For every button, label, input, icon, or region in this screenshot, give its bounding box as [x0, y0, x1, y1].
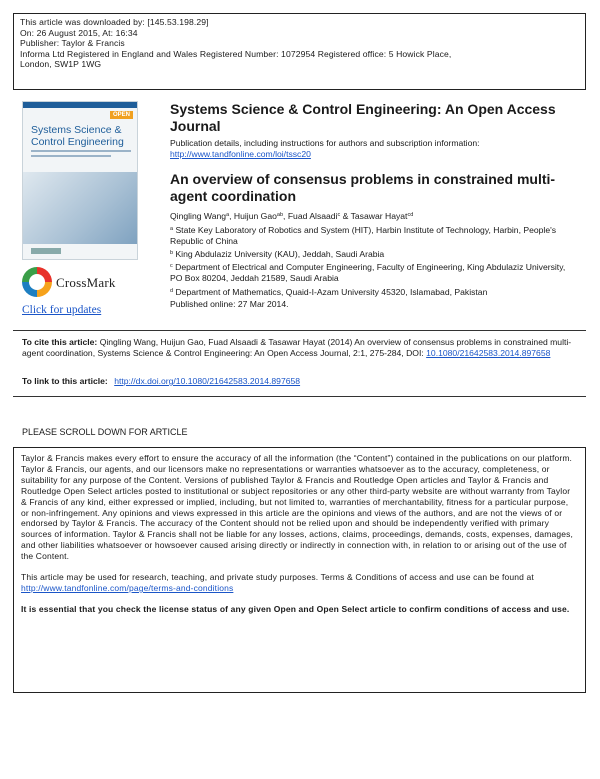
terms-link[interactable]: http://www.tandfonline.com/page/terms-and-conditions — [21, 582, 234, 593]
citation-text: Qingling Wang, Huijun Gao, Fuad Alsaadi & Tasawar Hayat (2014) An overview of consensus problems in constrained multi-agent coordination, Systems Science & Control Engineering: An Open Access Journal, 2:1, 275-284, DOI: — [22, 337, 572, 358]
registration-line: Informa Ltd Registered in England and Wales Registered Number: 1072954 Registered office: 5 Howick Place, — [20, 48, 452, 59]
crossmark-label: CrossMark — [56, 275, 116, 290]
cover-subtitle-line — [31, 150, 131, 152]
disclaimer-box — [13, 447, 586, 693]
click-for-updates-link[interactable]: Click for updates — [22, 304, 102, 316]
crossmark-badge[interactable] — [22, 267, 140, 301]
doi-link[interactable]: 10.1080/21642583.2014.897658 — [426, 347, 551, 358]
author-affiliation-mark: a — [226, 212, 230, 218]
journal-url-link[interactable]: http://www.tandfonline.com/loi/tssc20 — [170, 148, 311, 159]
journal-title: Systems Science & Control Engineering: An Open Access Journal — [170, 101, 556, 134]
crossmark-icon — [22, 267, 52, 297]
affiliation-item: $^c$ Department of Electrical and Computer Engineering, Faculty of Engineering, King Abdulaziz University, PO Box 80204, Jeddah 21589, Saudi Arabia — [170, 262, 566, 283]
article-url-link[interactable]: http://dx.doi.org/10.1080/21642583.2014.897658 — [114, 376, 301, 386]
publisher-logo — [31, 248, 61, 254]
affiliation-item: $^b$ King Abdulaziz University (KAU), Jeddah, Saudi Arabia — [170, 249, 385, 259]
cover-artwork — [23, 172, 137, 244]
terms-paragraph: This article may be used for research, teaching, and private study purposes. Terms & Conditions of access and use can be found at http://www.tandfonline.com/page/terms-and-conditions — [21, 572, 534, 593]
author-list: Qingling Wang$^a$, Huijun Gao$^{ab}$, Fuad Alsaadi$^c$ & Tasawar Hayat$^{cd}$ — [170, 211, 414, 221]
cover-top-band — [23, 102, 137, 108]
cite-label: To cite this article: — [22, 337, 98, 347]
author-affiliation-mark: c — [337, 212, 341, 218]
article-link-block — [22, 376, 582, 387]
open-badge: OPEN — [110, 111, 133, 119]
author-affiliation-mark: cd — [407, 212, 414, 218]
affiliation-item: $^d$ Department of Mathematics, Quaid-I-Azam University 45320, Islamabad, Pakistan — [170, 287, 488, 297]
author-name: Qingling Wang — [170, 211, 227, 221]
publisher-line: Publisher: Taylor & Francis — [20, 38, 125, 49]
license-notice: It is essential that you check the license status of any given Open and Open Select article to confirm conditions of access and use. — [21, 603, 570, 614]
link-label: To link to this article: — [22, 376, 108, 386]
scroll-notice: PLEASE SCROLL DOWN FOR ARTICLE — [22, 427, 188, 437]
download-line: This article was downloaded by: [145.53.198.29] — [20, 17, 209, 27]
published-date: Published online: 27 Mar 2014. — [170, 299, 289, 309]
author-name: Fuad Alsaadi — [287, 211, 338, 221]
address-line: London, SW1P 1WG — [20, 59, 102, 70]
divider — [13, 396, 586, 397]
disclaimer-paragraph: Taylor & Francis makes every effort to ensure the accuracy of all the information (the “Content”) contained in the publications on our platform. Taylor & Francis, our agents, and our licensors make no representations or warranties whatsoever as to the accuracy, completeness, or suitability for any purpose of the Content. Versions of published Taylor & Francis and Routledge Open articles and Taylor & Francis and Routledge Open Select articles posted to institutional or subject repositories or any other third-party website are without warranty from Taylor & Francis of any kind, either expressed or implied, including, but not limited to, warranties of merchantability, fitness for a particular purpose, or non-infringement. Any opinions and views expressed in this article are the opinions and views of the authors, and are not the views of or endorsed by Taylor & Francis. The accuracy of the Content should not be relied upon and should be independently verified with primary sources of information. Taylor & Francis shall not be liable for any losses, actions, claims, proceedings, demands, costs, expenses, damages, and other liabilities whatsoever or howsoever caused arising directly or indirectly in connection with, in relation to or arising out of the use of the Content. — [21, 453, 574, 562]
cover-subtitle-line — [31, 155, 111, 157]
journal-header — [170, 101, 580, 159]
affiliation-item: $^a$ State Key Laboratory of Robotics and System (HIT), Harbin Institute of Technology, Harbin, People's Republic of China — [170, 225, 557, 246]
author-name: Tasawar Hayat — [350, 211, 408, 221]
download-info-box — [13, 13, 586, 90]
citation-block — [22, 337, 582, 359]
divider — [13, 330, 586, 331]
download-date: On: 26 August 2015, At: 16:34 — [20, 27, 138, 38]
journal-cover-image[interactable] — [22, 101, 138, 260]
publication-details: Publication details, including instructions for authors and subscription information: — [170, 138, 480, 148]
author-affiliation-mark: ab — [276, 212, 284, 218]
article-title: An overview of consensus problems in constrained multi-agent coordination — [170, 171, 556, 204]
cover-title: Systems Science & Control Engineering — [31, 124, 124, 148]
author-name: Huijun Gao — [233, 211, 277, 221]
